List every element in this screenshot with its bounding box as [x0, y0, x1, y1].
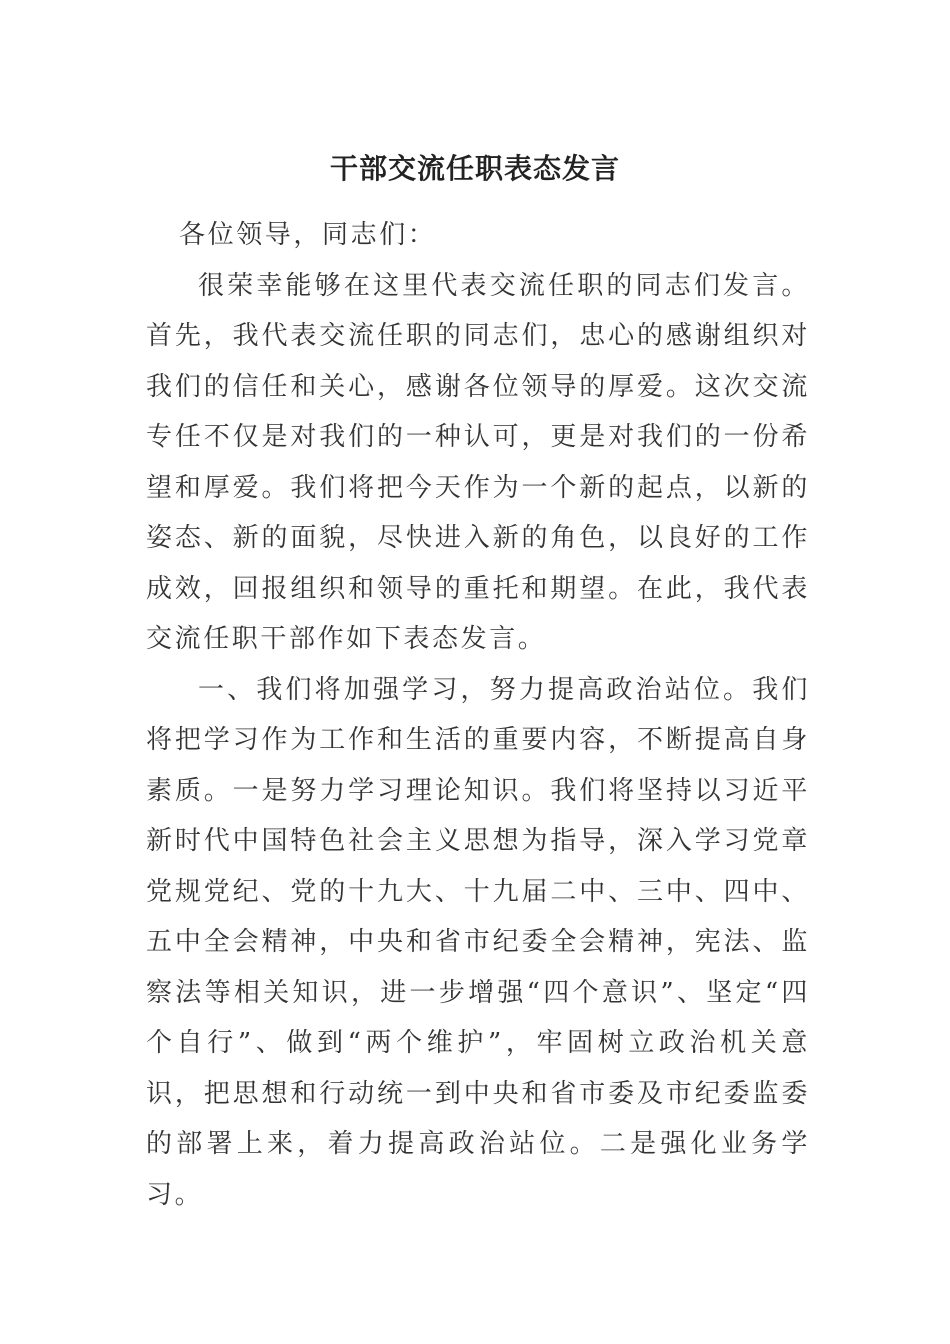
- paragraph-point-one: 一、我们将加强学习，努力提高政治站位。我们将把学习作为工作和生活的重要内容，不断提高自身素质。一是努力学习理论知识。我们将坚持以习近平新时代中国特色社会主义思想为指导，深入学习党章党规党纪、党的十九大、十九届二中、三中、四中、五中全会精神，中央和省市纪委全会精神，宪法、监察法等相关知识，进一步增强“四个意识”、坚定“四个自行”、做到“两个维护”，牢固树立政治机关意识，把思想和行动统一到中央和省市委及市纪委监委的部署上来，着力提高政治站位。二是强化业务学习。: [146, 674, 810, 1210]
- document-body: [146, 210, 810, 1220]
- salutation: 各位领导，同志们：: [179, 220, 437, 250]
- paragraph-intro: 很荣幸能够在这里代表交流任职的同志们发言。首先，我代表交流任职的同志们，忠心的感谢组织对我们的信任和关心，感谢各位领导的厚爱。这次交流专任不仅是对我们的一种认可，更是对我们的一份希望和厚爱。我们将把今天作为一个新的起点，以新的姿态、新的面貌，尽快进入新的角色，以良好的工作成效，回报组织和领导的重托和期望。在此，我代表交流任职干部作如下表态发言。: [146, 270, 810, 654]
- document-title: 干部交流任职表态发言: [329, 151, 620, 185]
